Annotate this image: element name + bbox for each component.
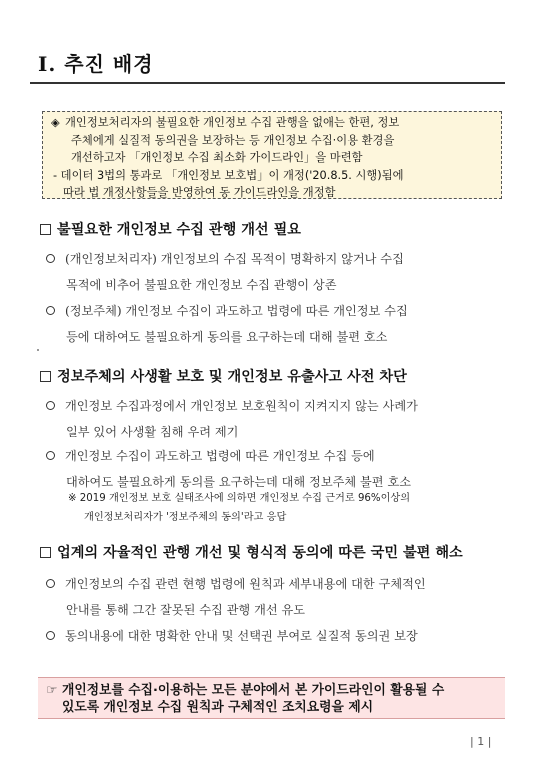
pointing-hand-icon: ☞ [46,683,58,698]
list-item: (개인정보처리자) 개인정보의 수집 목적이 명확하지 않거나 수집 목적에 비추어 불필요한 개인정보 수집 관행이 상존 [46,246,506,298]
summary-sub-line: 따라 법 개정사항들을 반영하여 동 가이드라인을 개정함 [63,186,336,199]
circle-bullet-icon [46,579,55,588]
circle-bullet-icon [46,631,55,640]
title-underline [30,82,505,84]
list-item: 개인정보 수집과정에서 개인정보 보호원칙이 지켜지지 않는 사례가 일부 있어 사생활 침해 우려 제기 [46,393,506,445]
page-title: Ⅰ. 추진 배경 [38,52,154,76]
summary-box [42,111,502,199]
square-bullet-icon [40,224,51,235]
conclusion-box: ☞ 개인정보를 수집·이용하는 모든 분야에서 본 가이드라인이 활용될 수 있도록 개인정보 수집 원칙과 구체적인 조치요령을 제시 [38,677,505,719]
diamond-bullet-icon: ◈ [51,116,60,129]
square-bullet-icon [40,371,51,382]
section-heading-3: 업계의 자율적인 관행 개선 및 형식적 동의에 따른 국민 불편 해소 [40,543,463,563]
circle-bullet-icon [46,306,55,315]
footnote: ※ 2019 개인정보 보호 실태조사에 의하면 개인정보 수집 근거로 96%이상의 개인정보처리자가 '정보주체의 동의'라고 응답 [68,493,411,523]
square-bullet-icon [40,547,51,558]
circle-bullet-icon [46,451,55,460]
page-number: | 1 | [470,735,492,748]
section-heading-2: 정보주체의 사생활 보호 및 개인정보 유출사고 사전 차단 [40,367,407,387]
list-item: 개인정보의 수집 관련 현행 법령에 원칙과 세부내용에 대한 구체적인 안내를 통해 그간 잘못된 수집 관행 개선 유도 [46,571,506,623]
list-item: (정보주체) 개인정보 수집이 과도하고 법령에 따른 개인정보 수집 등에 대하여도 불필요하게 동의를 요구하는데 대해 불편 호소 [46,298,506,350]
circle-bullet-icon [46,254,55,263]
section-heading-1: 불필요한 개인정보 수집 관행 개선 필요 [40,220,301,240]
summary-bullet-line: ◈ 개인정보처리자의 불필요한 개인정보 수집 관행을 없애는 한편, 정보 [51,114,493,132]
summary-sub-line: - 데이터 3법의 통과로 「개인정보 보호법」이 개정('20.8.5. 시행)됨에 [53,168,404,182]
stray-dot [37,349,39,351]
summary-line: 개선하고자 「개인정보 수집 최소화 가이드라인」을 마련함 [71,151,363,164]
summary-line: 주체에게 실질적 동의권을 보장하는 등 개인정보 수집·이용 환경을 [71,133,395,147]
list-item: 개인정보 수집이 과도하고 법령에 따른 개인정보 수집 등에 대하여도 불필요하게 동의를 요구하는데 대해 정보주체 불편 호소 [46,443,506,495]
circle-bullet-icon [46,401,55,410]
list-item: 동의내용에 대한 명확한 안내 및 선택권 부여로 실질적 동의권 보장 [46,623,506,649]
section-title-block [30,50,505,84]
